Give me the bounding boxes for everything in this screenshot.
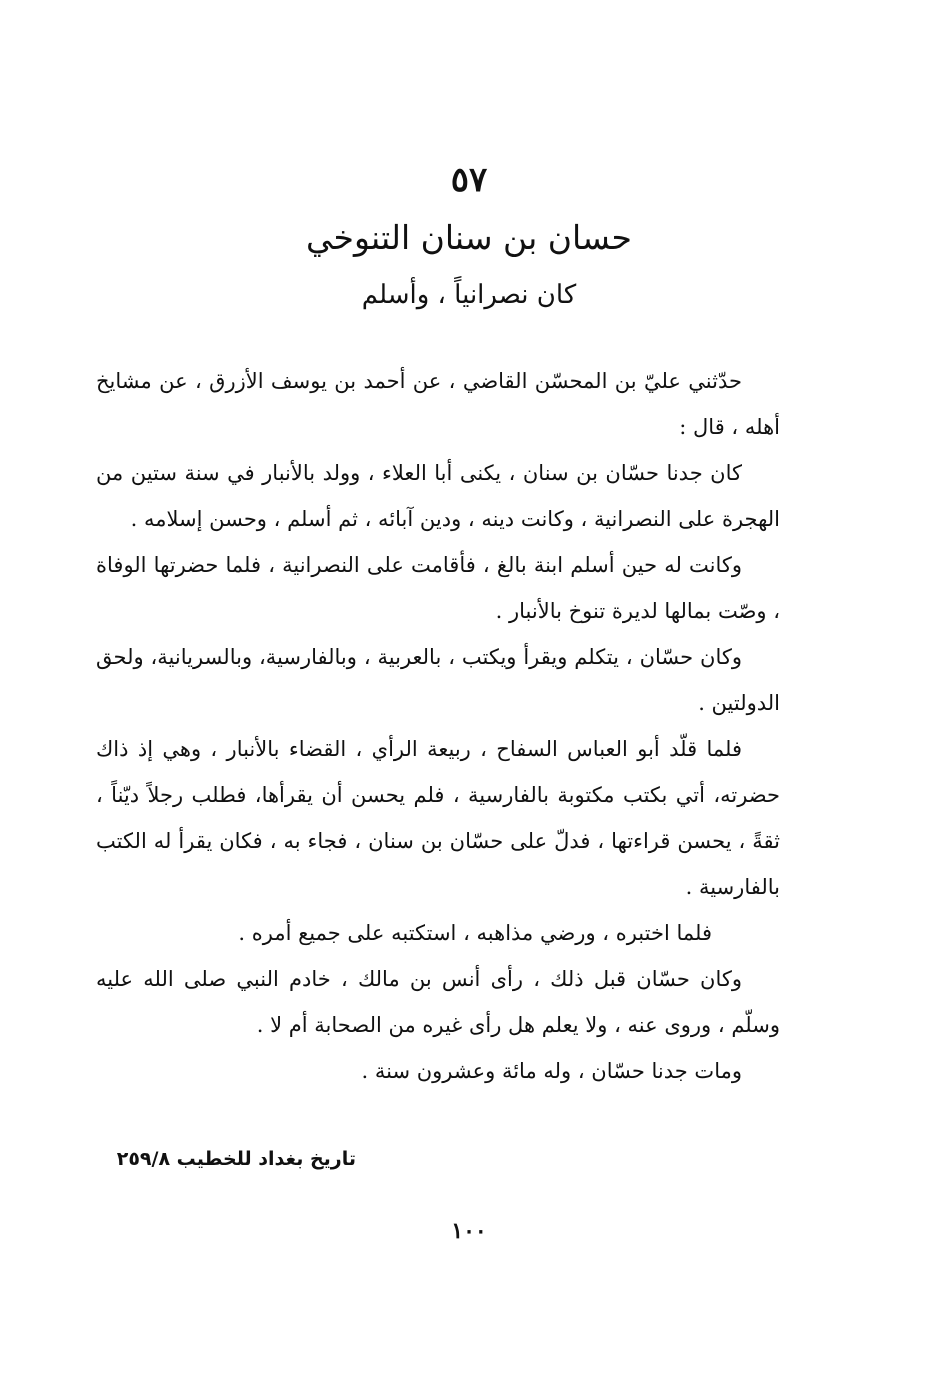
source-reference: تاريخ بغداد للخطيب ٢٥٩/٨	[116, 1148, 356, 1170]
paragraph: حدّثني عليّ بن المحسّن القاضي ، عن أحمد بن يوسف الأزرق ، عن مشايخ أهله ، قال :	[96, 369, 780, 439]
paragraph: فلما قلّد أبو العباس السفاح ، ربيعة الرأي ، القضاء بالأنبار ، وهي إذ ذاك حضرته، أتي بكتب مكتوبة بالفارسية ، فلم يحسن أن يقرأها، فطلب رجلاً ديّناً ، ثقةً ، يحسن قراءتها ، فدلّ على حسّان بن سنان ، فجاء به ، فكان يقرأ له الكتب بالفارسية .	[96, 737, 780, 899]
body-text	[96, 358, 780, 1094]
chapter-number: ٥٧	[450, 160, 488, 200]
page-number: ١٠٠	[451, 1218, 487, 1244]
paragraph: ومات جدنا حسّان ، وله مائة وعشرون سنة .	[361, 1059, 742, 1083]
paragraph: فلما اختبره ، ورضي مذاهبه ، استكتبه على جميع أمره .	[238, 921, 712, 945]
paragraph: وكانت له حين أسلم ابنة بالغ ، فأقامت على النصرانية ، فلما حضرتها الوفاة ، وصّت بمالها لديرة تنوخ بالأنبار .	[96, 553, 780, 623]
chapter-title: حسان بن سنان التنوخي	[306, 218, 632, 257]
paragraph: وكان حسّان قبل ذلك ، رأى أنس بن مالك ، خادم النبي صلى الله عليه وسلّم ، وروى عنه ، ولا يعلم هل رأى غيره من الصحابة أم لا .	[96, 967, 780, 1037]
paragraph: كان جدنا حسّان بن سنان ، يكنى أبا العلاء ، وولد بالأنبار في سنة ستين من الهجرة على النصرانية ، وكانت دينه ، ودين آبائه ، ثم أسلم ، وحسن إسلامه .	[96, 461, 780, 531]
paragraph: وكان حسّان ، يتكلم ويقرأ ويكتب ، بالعربية ، وبالفارسية، وبالسريانية، ولحق الدولتين .	[96, 645, 780, 715]
chapter-subtitle: كان نصرانياً ، وأسلم	[361, 280, 577, 310]
